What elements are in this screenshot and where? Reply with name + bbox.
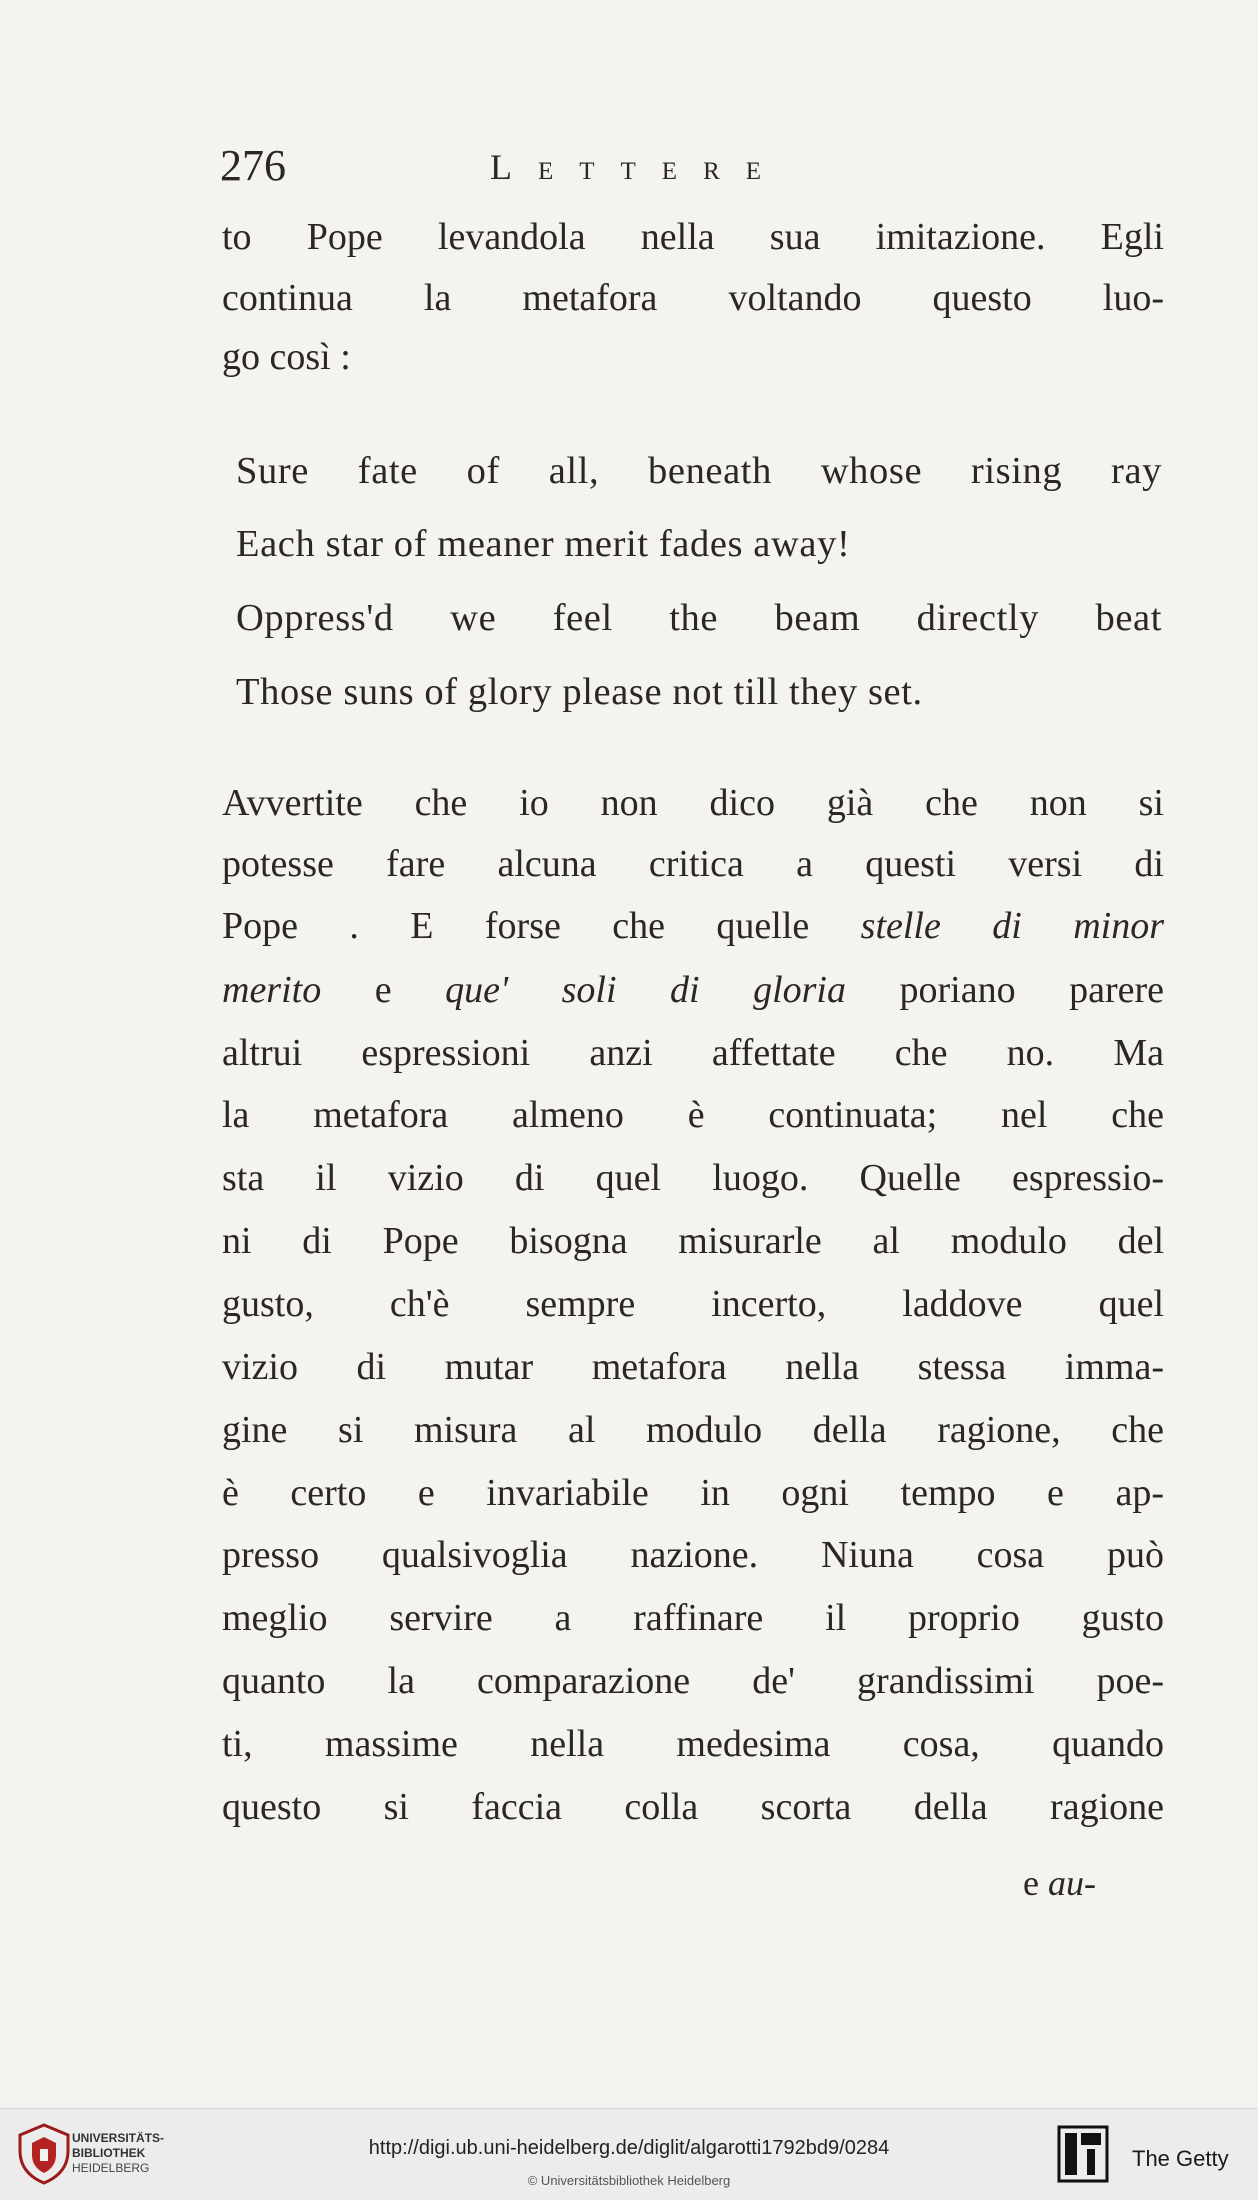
permalink-url[interactable]: http://digi.ub.uni-heidelberg.de/diglit/algarotti1792bd9/0284 [368, 2137, 890, 2159]
page-number: 276 [220, 141, 286, 190]
library-line: BIBLIOTHEK [72, 2146, 146, 2160]
catchword [1023, 1862, 1096, 1904]
text-line: altrui espressioni anzi affettate che no. Ma [222, 1032, 1164, 1074]
text-line: to Pope levandola nella sua imitazione. Egli [222, 216, 1164, 258]
library-line: HEIDELBERG [72, 2161, 150, 2175]
text-line: Avvertite che io non dico già che non si [222, 782, 1164, 824]
verse-line: Oppress'd we feel the beam directly beat [236, 597, 1162, 639]
verse-line: Sure fate of all, beneath whose rising ray [236, 450, 1162, 492]
verse-line: Each star of meaner merit fades away! [236, 523, 851, 565]
text-line [222, 966, 1164, 1014]
library-line: UNIVERSITÄTS- [72, 2131, 165, 2145]
text-line: è certo e invariabile in ogni tempo e ap- [222, 1472, 1164, 1514]
getty-logo-icon [1057, 2125, 1109, 2183]
text-line: la metafora almeno è continuata; nel che [222, 1094, 1164, 1136]
text-line: quanto la comparazione de' grandissimi poe- [222, 1660, 1164, 1702]
text-line: gusto, ch'è sempre incerto, laddove quel [222, 1283, 1164, 1325]
text-line: ti, massime nella medesima cosa, quando [222, 1723, 1164, 1765]
text-line: sta il vizio di quel luogo. Quelle espressio- [222, 1157, 1164, 1199]
text-segment: Pope . E forse che quelle [222, 905, 861, 947]
italic-text: que' soli di gloria [445, 969, 846, 1011]
text-line: ni di Pope bisogna misurarle al modulo del [222, 1220, 1164, 1262]
text-segment: e [321, 969, 446, 1011]
verse-line: Those suns of glory please not till they set. [236, 671, 923, 713]
text-line: gine si misura al modulo della ragione, che [222, 1409, 1164, 1451]
copyright-notice: © Universitätsbibliothek Heidelberg [527, 2173, 731, 2188]
text-line: continua la metafora voltando questo luo- [222, 277, 1164, 319]
catchword-italic: au- [1048, 1863, 1096, 1903]
viewer-footer [0, 2108, 1258, 2200]
text-line: vizio di mutar metafora nella stessa imma- [222, 1346, 1164, 1388]
page-header [220, 140, 1170, 200]
text-line [222, 902, 1164, 950]
text-line: questo si faccia colla scorta della ragione [222, 1786, 1164, 1828]
italic-text: merito [222, 969, 322, 1011]
getty-label: The Getty [1132, 2146, 1229, 2171]
text-line: presso qualsivoglia nazione. Niuna cosa può [222, 1534, 1164, 1576]
text-line: go così : [222, 336, 351, 378]
text-segment: poriano parere [846, 969, 1164, 1011]
text-line: meglio servire a raffinare il proprio gusto [222, 1597, 1164, 1639]
italic-text: stelle di minor [860, 905, 1164, 947]
running-title: Lettere [490, 147, 788, 187]
text-line: potesse fare alcuna critica a questi versi di [222, 843, 1164, 885]
catchword-plain: e [1023, 1863, 1048, 1903]
